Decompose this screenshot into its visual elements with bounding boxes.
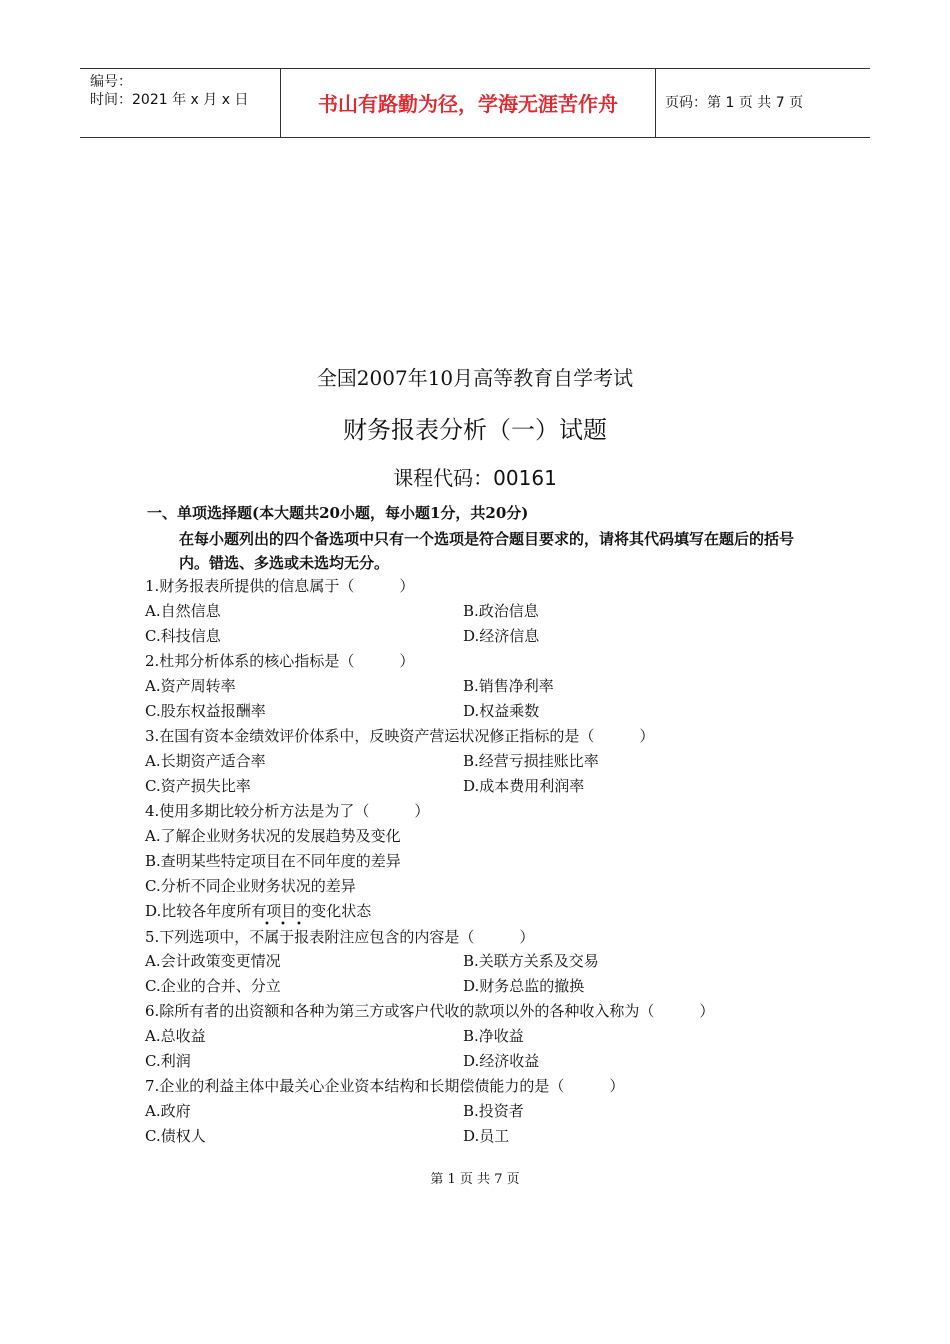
emphasis-dot: • xyxy=(296,919,302,930)
option: C.分析不同企业财务状况的差异 xyxy=(145,877,356,895)
exam-title: 全国2007年10月高等教育自学考试 xyxy=(316,366,634,390)
question-text: 6.除所有者的出资额和各种为第三方或客户代收的款项以外的各种收入称为（ ） xyxy=(145,1002,715,1020)
option: C.企业的合并、分立 xyxy=(145,977,281,995)
question-text: 1.财务报表所提供的信息属于（ ） xyxy=(145,577,415,595)
option: A.长期资产适合率 xyxy=(145,752,266,770)
question-text: 2.杜邦分析体系的核心指标是（ ） xyxy=(145,652,415,670)
header-page-cell xyxy=(655,69,870,137)
section-heading: 一、单项选择题(本大题共20小题，每小题1分，共20分) xyxy=(147,504,529,522)
option: A.政府 xyxy=(145,1102,191,1120)
page-footer: 第 1 页 共 7 页 xyxy=(430,1172,520,1187)
question-text: 7.企业的利益主体中最关心企业资本结构和长期偿债能力的是（ ） xyxy=(145,1077,625,1095)
course-code: 课程代码：00161 xyxy=(393,466,557,490)
option: B.关联方关系及交易 xyxy=(463,952,599,970)
option: B.经营亏损挂账比率 xyxy=(463,752,599,770)
option: D.权益乘数 xyxy=(463,702,540,720)
option: A.自然信息 xyxy=(145,602,221,620)
option: B.查明某些特定项目在不同年度的差异 xyxy=(145,852,401,870)
header-motto-cell xyxy=(280,69,656,137)
option: B.政治信息 xyxy=(463,602,539,620)
option: B.投资者 xyxy=(463,1102,524,1120)
question-text: 4.使用多期比较分析方法是为了（ ） xyxy=(145,802,430,820)
option: A.了解企业财务状况的发展趋势及变化 xyxy=(145,827,401,845)
option: D.经济信息 xyxy=(463,627,540,645)
emphasis-dot: • xyxy=(280,919,286,930)
option: B.净收益 xyxy=(463,1027,524,1045)
subject-title: 财务报表分析（一）试题 xyxy=(343,416,607,444)
option: A.会计政策变更情况 xyxy=(145,952,281,970)
option: D.员工 xyxy=(463,1127,510,1145)
serial-label: 编号： xyxy=(90,74,132,90)
option: D.财务总监的撤换 xyxy=(463,977,585,995)
option: C.股东权益报酬率 xyxy=(145,702,266,720)
option: A.总收益 xyxy=(145,1027,206,1045)
option: D.成本费用利润率 xyxy=(463,777,585,795)
option: D.比较各年度所有项目的变化状态 xyxy=(145,902,372,920)
option: C.资产损失比率 xyxy=(145,777,251,795)
section-instruction: 在每小题列出的四个备选项中只有一个选项是符合题目要求的，请将其代码填写在题后的括号内。错选、多选或未选均无分。 xyxy=(179,530,795,572)
page-info: 页码：第 1 页 共 7 页 xyxy=(665,95,804,111)
option: C.科技信息 xyxy=(145,627,221,645)
option: B.销售净利率 xyxy=(463,677,554,695)
date-label: 时间：2021 年 x 月 x 日 xyxy=(90,92,249,108)
question-text: 5.下列选项中，不属于报表附注应包含的内容是（ ） xyxy=(145,928,535,946)
document-header xyxy=(80,68,870,138)
question-text: 3.在国有资本金绩效评价体系中，反映资产营运状况修正指标的是（ ） xyxy=(145,727,655,745)
option: C.债权人 xyxy=(145,1127,206,1145)
emphasis-dot: • xyxy=(264,919,270,930)
header-left-cell xyxy=(80,69,280,137)
option: C.利润 xyxy=(145,1052,191,1070)
option: A.资产周转率 xyxy=(145,677,236,695)
option: D.经济收益 xyxy=(463,1052,540,1070)
motto-text: 书山有路勤为径，学海无涯苦作舟 xyxy=(318,92,618,116)
